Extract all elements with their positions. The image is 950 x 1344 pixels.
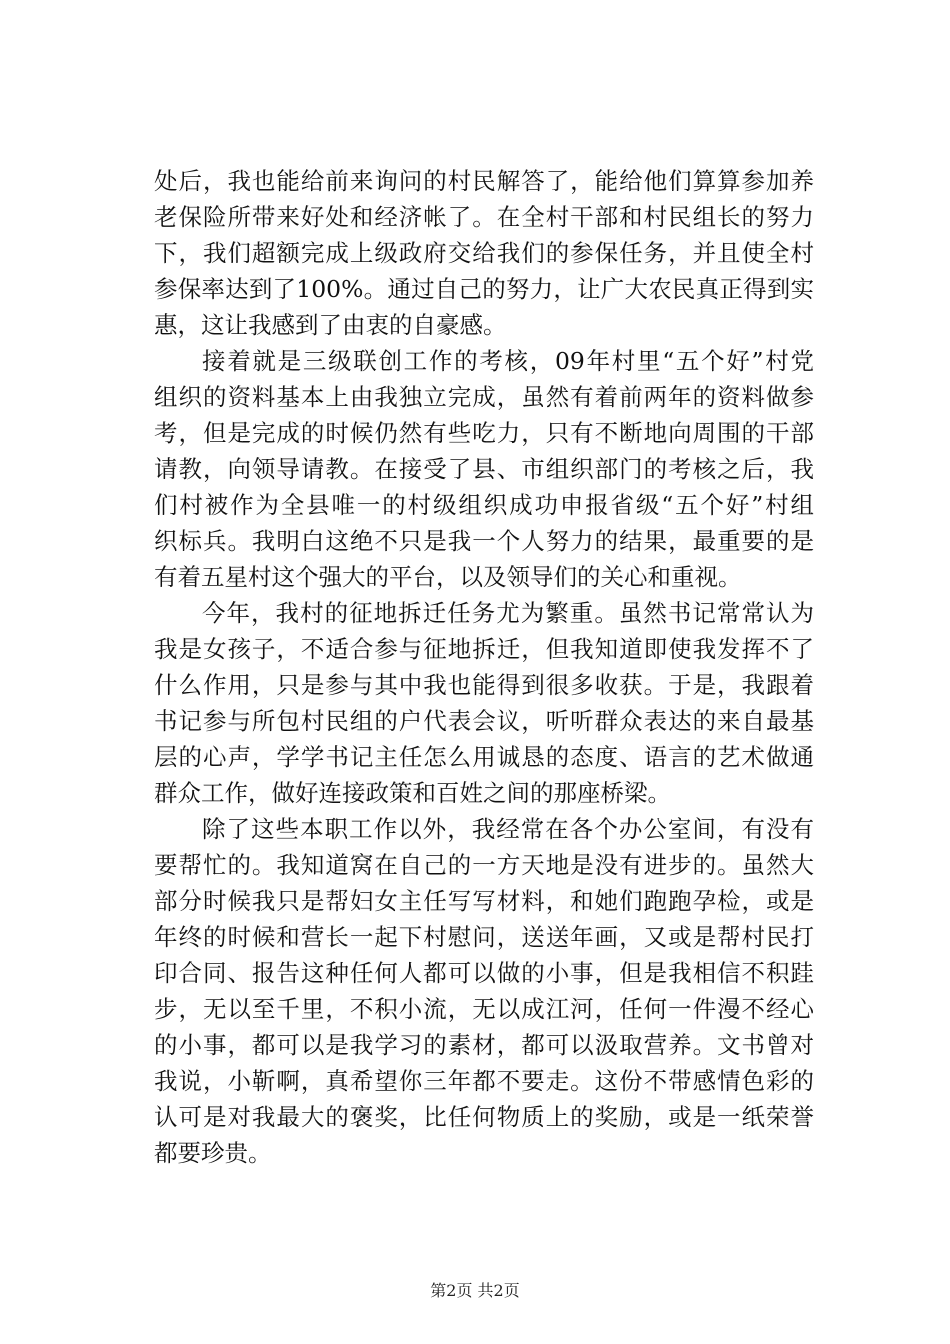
text-line: 考，但是完成的时候仍然有些吃力，只有不断地向周围的干部 <box>154 419 814 447</box>
text-line: 接着就是三级联创工作的考核，09年村里“五个好”村党 <box>202 347 814 375</box>
text-line: 印合同、报告这种任何人都可以做的小事，但是我相信不积跬 <box>154 959 814 987</box>
text-line: 书记参与所包村民组的户代表会议，听听群众表达的来自最基 <box>154 707 814 735</box>
paragraph <box>154 343 814 595</box>
text-line: 我是女孩子，不适合参与征地拆迁，但我知道即使我发挥不了 <box>154 635 814 663</box>
text-line: 惠，这让我感到了由衷的自豪感。 <box>154 311 507 339</box>
text-line: 今年，我村的征地拆迁任务尤为繁重。虽然书记常常认为 <box>202 599 814 627</box>
text-line: 有着五星村这个强大的平台，以及领导们的关心和重视。 <box>154 563 742 591</box>
text-line: 部分时候我只是帮妇女主任写写材料，和她们跑跑孕检，或是 <box>154 887 814 915</box>
text-line: 步，无以至千里，不积小流，无以成江河，任何一件漫不经心 <box>154 995 814 1023</box>
text-line: 参保率达到了100%。通过自己的努力，让广大农民真正得到实 <box>154 275 814 303</box>
text-line: 我说，小靳啊，真希望你三年都不要走。这份不带感情色彩的 <box>154 1067 814 1095</box>
text-line: 的小事，都可以是我学习的素材，都可以汲取营养。文书曾对 <box>154 1031 814 1059</box>
text-line: 年终的时候和营长一起下村慰问，送送年画，又或是帮村民打 <box>154 923 814 951</box>
text-line: 请教，向领导请教。在接受了县、市组织部门的考核之后，我 <box>154 455 814 483</box>
paragraph <box>154 811 814 1171</box>
page-number: 第2页 共2页 <box>430 1281 520 1300</box>
text-line: 老保险所带来好处和经济帐了。在全村干部和村民组长的努力 <box>154 203 814 231</box>
text-line: 们村被作为全县唯一的村级组织成功申报省级“五个好”村组 <box>154 491 814 519</box>
text-line: 群众工作，做好连接政策和百姓之间的那座桥梁。 <box>154 779 671 807</box>
paragraph <box>154 595 814 811</box>
document-body <box>154 163 814 1171</box>
text-line: 组织的资料基本上由我独立完成，虽然有着前两年的资料做参 <box>154 383 814 411</box>
text-line: 织标兵。我明白这绝不只是我一个人努力的结果，最重要的是 <box>154 527 814 555</box>
text-line: 什么作用，只是参与其中我也能得到很多收获。于是，我跟着 <box>154 671 814 699</box>
text-line: 除了这些本职工作以外，我经常在各个办公室间，有没有 <box>202 815 814 843</box>
text-line: 层的心声，学学书记主任怎么用诚恳的态度、语言的艺术做通 <box>154 743 814 771</box>
text-line: 要帮忙的。我知道窝在自己的一方天地是没有进步的。虽然大 <box>154 851 814 879</box>
text-line: 认可是对我最大的褒奖，比任何物质上的奖励，或是一纸荣誉 <box>154 1103 814 1131</box>
text-line: 都要珍贵。 <box>154 1139 272 1167</box>
paragraph <box>154 163 814 343</box>
text-line: 下，我们超额完成上级政府交给我们的参保任务，并且使全村 <box>154 239 814 267</box>
text-line: 处后，我也能给前来询问的村民解答了，能给他们算算参加养 <box>154 167 814 195</box>
